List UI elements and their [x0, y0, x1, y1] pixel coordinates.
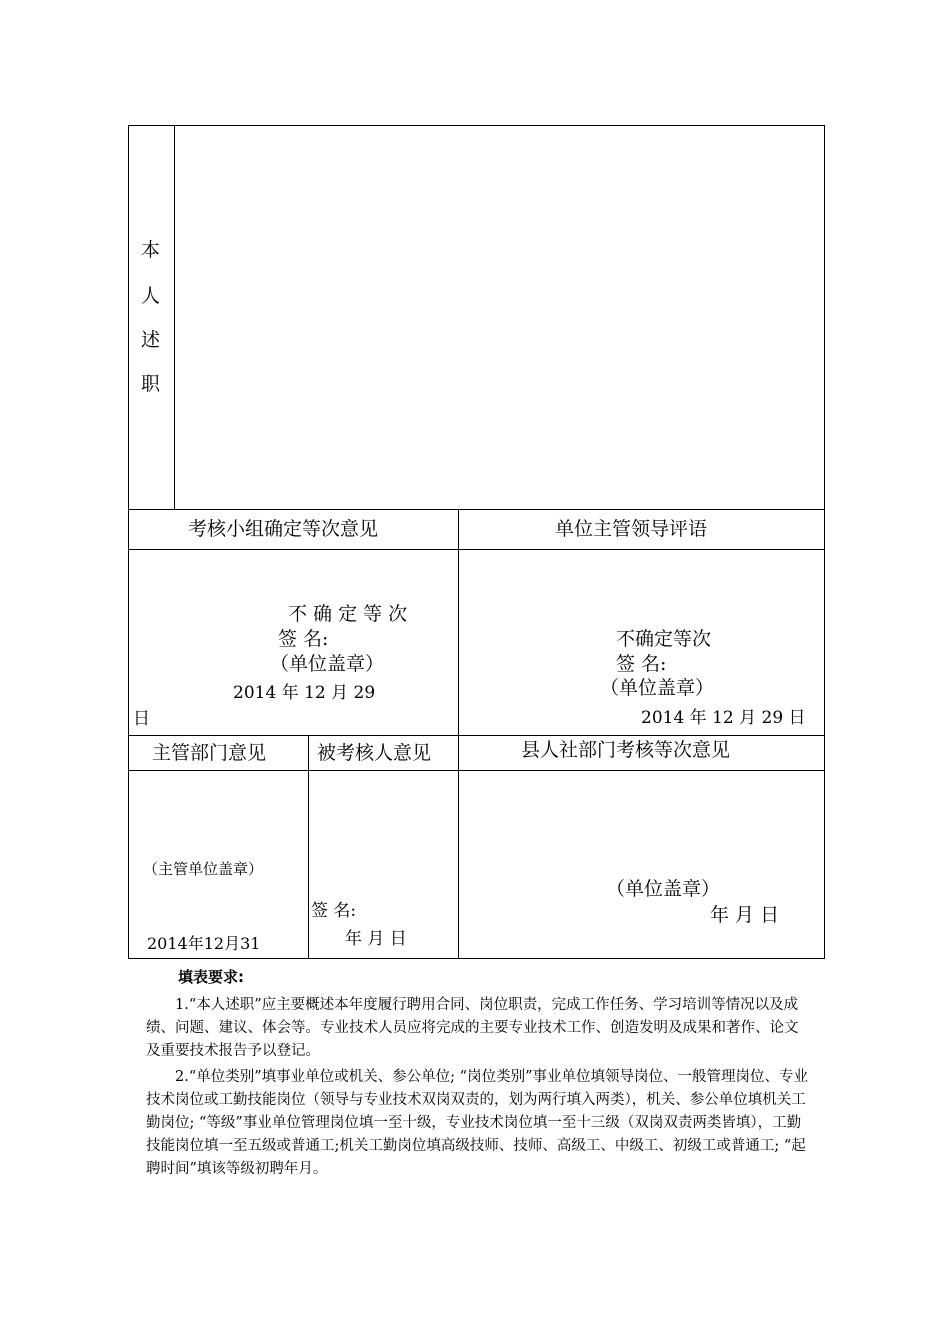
leader-date: 2014 年 12 月 29 日 [641, 708, 806, 728]
table-border-right [824, 125, 825, 959]
row-line-4 [128, 770, 825, 771]
table-border-bottom [128, 958, 825, 959]
self-report-char-3: 述 [141, 329, 161, 351]
self-report-field[interactable] [176, 127, 823, 508]
leader-seal: （单位盖章） [600, 677, 715, 699]
assessment-date: 2014 年 12 月 29 [233, 683, 376, 703]
examinee-sign: 签 名: [311, 901, 357, 921]
dept-date: 2014年12月31 [147, 934, 261, 953]
note-item-1: 1.“本人述职”应主要概述本年度履行聘用合同、岗位职责，完成工作任务、学习培训等情况以及成绩、问题、建议、体会等。专业技术人员应将完成的主要专业技术工作、创造发明及成果和著作、论文及重要技术报告予以登记。 [146, 997, 799, 1059]
row-line-3 [128, 735, 825, 736]
assessment-seal: （单位盖章） [270, 653, 385, 675]
notes-title: 填表要求: [178, 968, 244, 986]
self-report-char-1: 本 [141, 239, 161, 261]
table-border-left [128, 125, 129, 959]
county-date: 年 月 日 [710, 904, 780, 926]
note-item-2: 2.“单位类别”填事业单位或机关、参公单位; “岗位类别”事业单位填领导岗位、一般管理岗位、专业技术岗位或工勤技能岗位（领导与专业技术双岗双责的，划为两行填入两类），机关、参公单位填机关工勤岗位; “等级”事业单位管理岗位填一至十级，专业技术岗位填一至十三级（双岗双责两类皆填），工勤技能岗位填一至五级或普通工;机关工勤岗位填高级技师、技师、高级工、中级工、初级工或普通工; “起聘时间”填该等级初聘年月。 [146, 1069, 808, 1177]
header-examinee-opinion: 被考核人意见 [317, 742, 432, 764]
dept-divider [308, 735, 309, 959]
assessment-sign: 签 名: [278, 628, 329, 650]
row-line-2 [128, 549, 825, 550]
examinee-date: 年 月 日 [345, 929, 407, 949]
assessment-date-day: 日 [133, 709, 150, 729]
table-border-top [128, 125, 825, 126]
middle-divider [458, 509, 459, 959]
self-report-char-4: 职 [141, 373, 161, 395]
assessment-grade: 不 确 定 等 次 [288, 603, 408, 625]
notes [146, 994, 810, 1184]
leader-grade: 不确定等次 [616, 628, 712, 650]
header-assessment-group: 考核小组确定等次意见 [188, 518, 379, 540]
leader-sign: 签 名: [616, 653, 667, 675]
header-county-hr: 县人社部门考核等次意见 [521, 739, 731, 761]
self-report-divider [174, 125, 175, 509]
header-dept-opinion: 主管部门意见 [152, 742, 267, 764]
dept-seal: （主管单位盖章） [143, 860, 264, 878]
self-report-char-2: 人 [141, 285, 161, 307]
county-seal: （单位盖章） [606, 878, 721, 900]
row-line-1 [128, 509, 825, 510]
header-unit-leader: 单位主管领导评语 [555, 518, 708, 540]
